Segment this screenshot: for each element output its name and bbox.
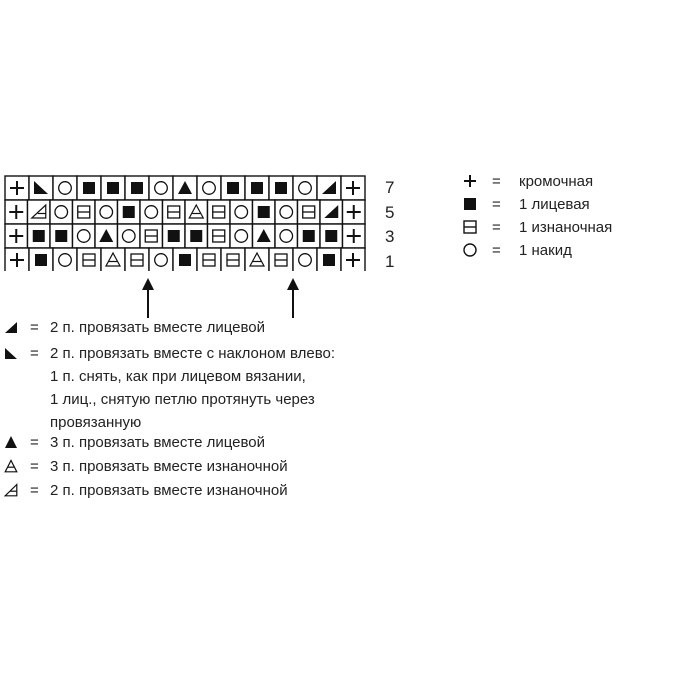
row-number-7: 7 [385,178,395,197]
chart-cell-yo [293,176,317,200]
chart-cell-p2tog [28,200,51,224]
chart-cell-k3tog [173,176,197,200]
chart-cell-yo [118,224,141,248]
k3tog-icon [4,435,18,449]
equals-sign: = [30,434,39,451]
equals-sign: = [492,242,501,259]
chart-cell-p3tog [185,200,208,224]
chart-cell-purl [197,248,221,271]
circle-icon [462,242,478,258]
chart-cell-k2tog [317,176,341,200]
legend-item-edge [462,171,662,193]
chart-cell-yo [149,176,173,200]
legend-label: 1 изнаночная [519,219,613,236]
equals-sign: = [492,219,501,236]
chart-cell-purl [221,248,245,271]
chart-cell-knit [77,176,101,200]
chart-cell-edge [5,176,29,200]
chart-cell-knit [185,224,208,248]
chart-cell-purl [77,248,101,271]
chart-cell-purl [125,248,149,271]
ssk-icon [4,346,18,360]
chart-cell-knit [221,176,245,200]
plus-icon [462,173,478,189]
legend-label: 1 лицевая [519,196,590,213]
filled-square-icon [462,196,478,212]
boxed-line-icon [462,219,478,235]
chart-cell-k3tog [253,224,276,248]
chart-cell-knit [320,224,343,248]
chart-cell-knit [125,176,149,200]
p2tog-icon [4,483,18,497]
chart-cell-yo [275,224,298,248]
chart-cell-k2tog [320,200,343,224]
equals-sign: = [30,458,39,475]
chart-cell-knit [28,224,51,248]
chart-cell-yo [50,200,73,224]
chart-cell-yo [95,200,118,224]
chart-cell-knit [173,248,197,271]
chart-cell-yo [293,248,317,271]
chart-cell-purl [208,224,231,248]
equals-sign: = [30,345,39,362]
chart-cell-edge [5,200,28,224]
chart-cell-knit [101,176,125,200]
legend-text: 2 п. провязать вместе с наклоном влево: [50,345,336,362]
legend-text: 1 лиц., снятую петлю протянуть через [50,391,315,408]
chart-cell-knit [317,248,341,271]
arrow-up-icon [286,277,300,319]
row-number-1: 1 [385,252,395,271]
chart-cell-edge [341,248,365,271]
chart-cell-knit [253,200,276,224]
chart-cell-ssk [29,176,53,200]
knitting-chart [4,175,376,271]
chart-cell-yo [149,248,173,271]
chart-cell-knit [29,248,53,271]
chart-cell-yo [53,176,77,200]
legend-text: 3 п. провязать вместе лицевой [50,434,266,451]
chart-cell-yo [275,200,298,224]
legend-item-knit [462,194,662,216]
row-number-5: 5 [385,203,395,222]
chart-cell-purl [163,200,186,224]
equals-sign: = [492,173,501,190]
equals-sign: = [492,196,501,213]
legend-label: кромочная [519,173,594,190]
chart-cell-yo [73,224,96,248]
chart-cell-knit [163,224,186,248]
chart-cell-yo [140,200,163,224]
p3tog-icon [4,459,18,473]
chart-cell-p3tog [101,248,125,271]
chart-cell-edge [343,200,366,224]
chart-cell-edge [5,224,28,248]
chart-cell-yo [53,248,77,271]
chart-cell-purl [269,248,293,271]
chart-cell-edge [5,248,29,271]
chart-cell-k3tog [95,224,118,248]
equals-sign: = [30,482,39,499]
legend-item-purl [462,217,662,239]
legend-item-yarn-over [462,240,662,262]
legend-text: провязанную [50,414,142,431]
legend-text: 2 п. провязать вместе изнаночной [50,482,288,499]
legend-text: 3 п. провязать вместе изнаночной [50,458,288,475]
row-number-3: 3 [385,227,395,246]
chart-cell-purl [298,200,321,224]
legend-text: 2 п. провязать вместе лицевой [50,319,266,336]
chart-cell-knit [245,176,269,200]
equals-sign: = [30,319,39,336]
chart-cell-knit [50,224,73,248]
chart-cell-knit [269,176,293,200]
chart-cell-knit [118,200,141,224]
chart-cell-purl [208,200,231,224]
chart-cell-yo [230,200,253,224]
chart-cell-edge [343,224,366,248]
chart-cell-edge [341,176,365,200]
chart-cell-knit [298,224,321,248]
legend-text: 1 п. снять, как при лицевом вязании, [50,368,306,385]
chart-cell-purl [73,200,96,224]
chart-cell-yo [197,176,221,200]
arrow-up-icon [141,277,155,319]
chart-cell-purl [140,224,163,248]
chart-cell-yo [230,224,253,248]
chart-cell-p3tog [245,248,269,271]
k2tog-icon [4,320,18,334]
legend-label: 1 накид [519,242,572,259]
